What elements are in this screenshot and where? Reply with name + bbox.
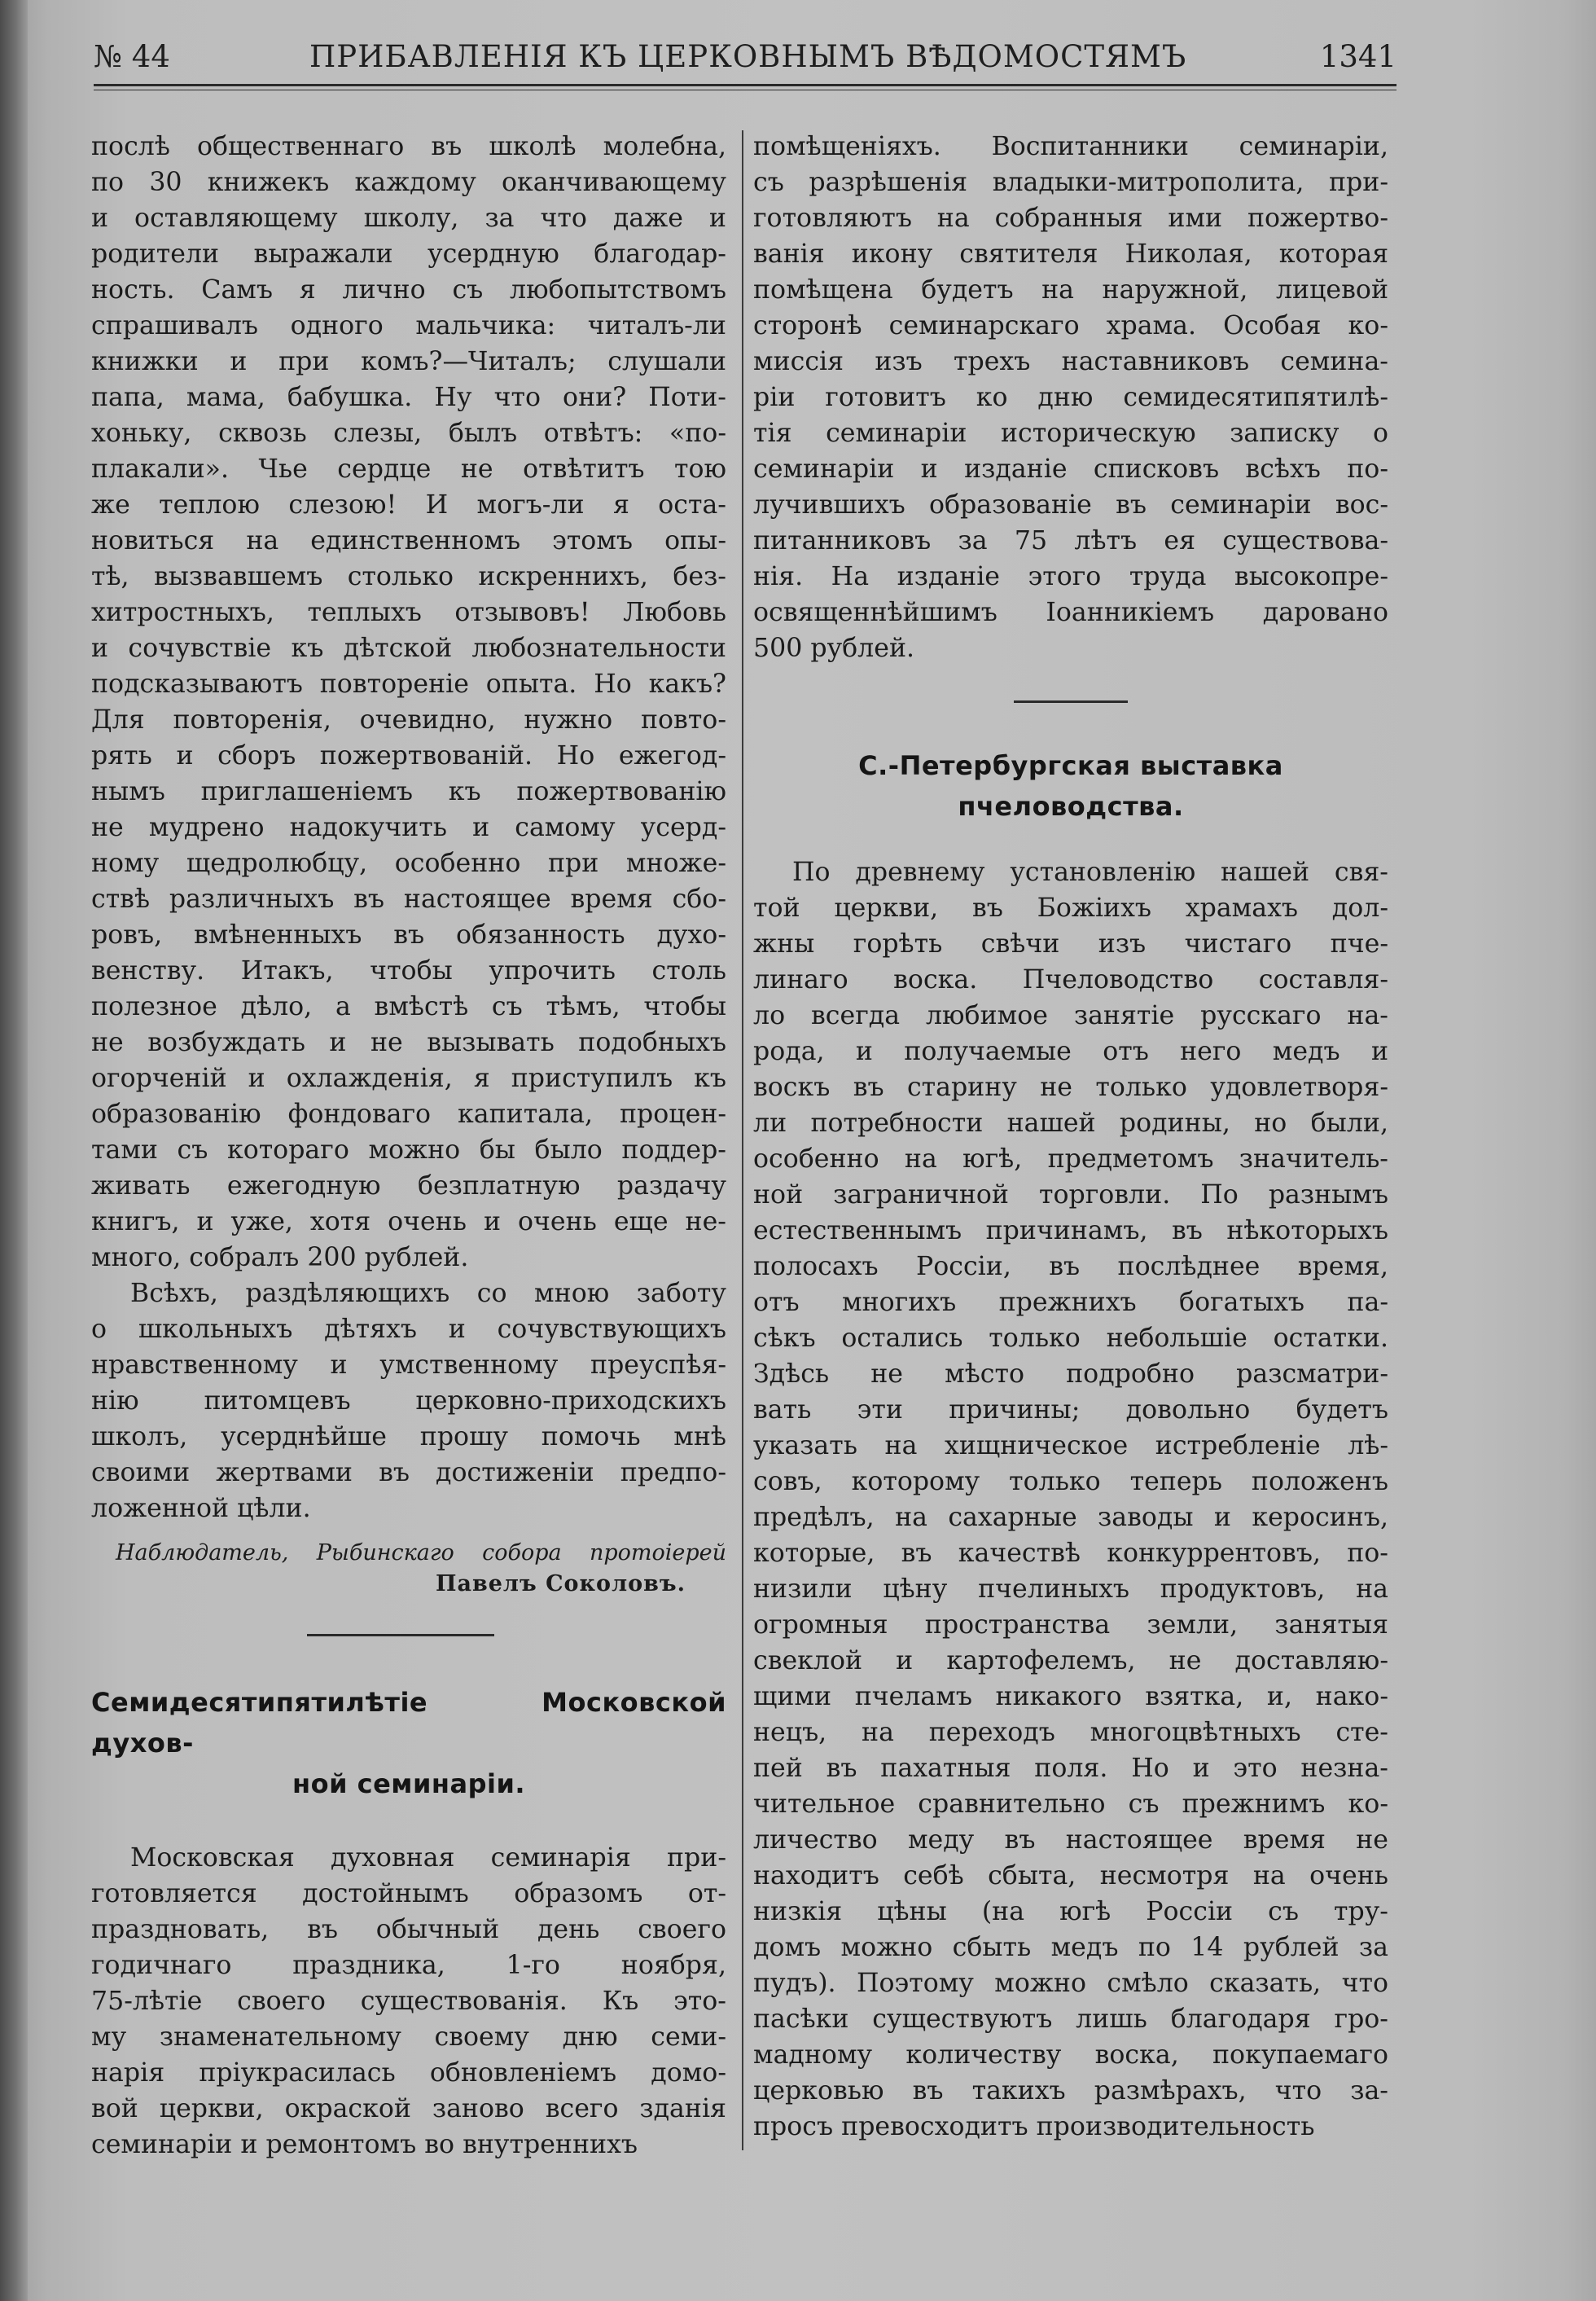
text-line: щими пчеламъ никакого взятка, и, нако- (753, 1682, 1388, 1711)
text-line: Московская духовная семинарія при- (130, 1843, 726, 1873)
text-line: линаго воска. Пчеловодство составля- (753, 965, 1388, 995)
text-line: спрашивалъ одного мальчика: читалъ-ли (91, 311, 726, 340)
text-line: 75-лѣтіе своего существованія. Къ это- (91, 1987, 726, 2016)
text-line: школъ, усерднѣйше прошу помочь мнѣ (91, 1422, 726, 1451)
text-line: вой церкви, окраской заново всего зданія (91, 2094, 726, 2123)
text-line: нія. На изданіе этого труда высокопре- (753, 562, 1388, 591)
text-line: тами съ котораго можно бы было поддер- (91, 1135, 726, 1165)
text-line: и сочувствіе къ дѣтской любознательности (91, 634, 726, 663)
left-column (91, 129, 726, 2163)
text-line: ствѣ различныхъ въ настоящее время сбо- (91, 885, 726, 914)
text-line: пудъ). Поэтому можно смѣло сказать, что (753, 1969, 1388, 1998)
text-line: той церкви, въ Божіихъ храмахъ дол- (753, 894, 1388, 923)
text-line: домъ можно сбыть медъ по 14 рублей за (753, 1933, 1388, 1962)
text-line: нравственному и умственному преуспѣя- (91, 1350, 726, 1380)
text-line: живать ежегодную безплатную раздачу (91, 1171, 726, 1201)
text-line: Для повторенія, очевидно, нужно повто- (91, 705, 726, 735)
publication-title: ПРИБАВЛЕНІЯ КЪ ЦЕРКОВНЫМЪ ВѢДОМОСТЯМЪ (309, 39, 1187, 74)
text-line: годичнаго праздника, 1-го ноября, (91, 1951, 726, 1980)
text-line: подсказываютъ повтореніе опыта. Но какъ? (91, 670, 726, 699)
text-line: готовляютъ на собранныя ими пожертво- (753, 204, 1388, 233)
text-line: питанниковъ за 75 лѣтъ ея существова- (753, 526, 1388, 555)
text-line: и оставляющему школу, за что даже и (91, 204, 726, 233)
text-line: воскъ въ старину не только удовлетворя- (753, 1073, 1388, 1102)
text-line: полосахъ Россіи, въ послѣднее время, (753, 1252, 1388, 1281)
text-line: тія семинаріи историческую записку о (753, 419, 1388, 448)
paragraph-fund (91, 129, 726, 1276)
text-line: съ разрѣшенія владыки-митрополита, при- (753, 168, 1388, 197)
paragraph-beekeeping (753, 854, 1388, 2145)
text-line: просъ превосходитъ производительность (753, 2112, 1315, 2141)
text-line: готовляется достойнымъ образомъ от- (91, 1879, 726, 1908)
text-line: ровъ, вмѣненныхъ въ обязанность духо- (91, 920, 726, 950)
text-line: книгъ, и уже, хотя очень и очень еще не- (91, 1207, 726, 1236)
text-line: рода, и получаемые отъ него медъ и (753, 1037, 1388, 1066)
signature-block (91, 1538, 726, 1600)
text-line: чительное сравнительно съ прежнимъ ко- (753, 1789, 1388, 1819)
text-line: же теплою слезою! И могъ-ли я оста- (91, 490, 726, 520)
paragraph-seminary (91, 1840, 726, 2163)
text-line: ріи готовитъ ко дню семидесятипятилѣ- (753, 383, 1388, 412)
text-line: свеклой и картофелемъ, не доставляю- (753, 1646, 1388, 1675)
signature-title: Наблюдатель, Рыбинскаго собора протоіерей (116, 1540, 726, 1565)
text-line: находитъ себѣ сбыта, несмотря на очень (753, 1861, 1388, 1890)
text-line: семинаріи и ремонтомъ во внутреннихъ (91, 2130, 638, 2159)
text-line: по 30 книжекъ каждому оканчивающему (91, 168, 726, 197)
text-line: нецъ, на переходъ многоцвѣтныхъ сте- (753, 1718, 1388, 1747)
text-line: сторонѣ семинарскаго храма. Особая ко- (753, 311, 1388, 340)
text-line: хоньку, сквозь слезы, былъ отвѣтъ: «по- (91, 419, 726, 448)
text-line: личество меду въ настоящее время не (753, 1825, 1388, 1855)
column-divider (742, 130, 743, 2150)
text-line: праздновать, въ обычный день своего (91, 1915, 726, 1944)
text-line: много, собралъ 200 рублей. (91, 1243, 469, 1272)
text-line: огорченій и охлажденія, я приступилъ къ (91, 1064, 726, 1093)
signature-name: Павелъ Соколовъ. (435, 1571, 686, 1596)
text-line: особенно на югѣ, предметомъ значитель- (753, 1144, 1388, 1174)
text-line: своими жертвами въ достиженіи предпо- (91, 1458, 726, 1487)
text-line: ность. Самъ я лично съ любопытствомъ (91, 275, 726, 305)
section-heading-seminary (91, 1682, 726, 1804)
text-line: жны горѣть свѣчи изъ чистаго пче- (753, 929, 1388, 959)
text-line: ли потребности нашей родины, но были, (753, 1109, 1388, 1138)
text-line: плакали». Чье сердце не отвѣтитъ тою (91, 454, 726, 484)
text-line: не возбуждать и не вызывать подобныхъ (91, 1028, 726, 1057)
text-line: семинаріи и изданіе списковъ всѣхъ по- (753, 454, 1388, 484)
text-line: книжки и при комъ?—Читалъ; слушали (91, 347, 726, 376)
text-line: миссія изъ трехъ наставниковъ семина- (753, 347, 1388, 376)
text-line: которые, въ качествѣ конкуррентовъ, по- (753, 1539, 1388, 1568)
issue-number: № 44 (94, 39, 170, 74)
text-line: ло всегда любимое занятіе русскаго на- (753, 1001, 1388, 1030)
text-line: огромныя пространства земли, занятыя (753, 1610, 1388, 1640)
text-line: помѣщена будетъ на наружной, лицевой (753, 275, 1388, 305)
text-line: образованію фондоваго капитала, процен- (91, 1100, 726, 1129)
text-line: сѣкъ остались только небольшіе остатки. (753, 1324, 1388, 1353)
text-line: родители выражали усердную благодар- (91, 239, 726, 269)
binding-gutter (0, 0, 28, 2301)
paragraph-appeal (91, 1276, 726, 1526)
text-line: нымъ приглашеніемъ къ пожертвованію (91, 777, 726, 806)
text-line: полезное дѣло, а вмѣстѣ съ тѣмъ, чтобы (91, 992, 726, 1021)
text-line: церковью въ такихъ размѣрахъ, что за- (753, 2076, 1388, 2106)
text-line: помѣщеніяхъ. Воспитанники семинаріи, (753, 132, 1388, 161)
text-line: ной заграничной торговли. По разнымъ (753, 1180, 1388, 1210)
text-line: му знаменательному своему дню семи- (91, 2022, 726, 2052)
text-line: ванія икону святителя Николая, которая (753, 239, 1388, 269)
text-line: рять и сборъ пожертвованій. Но ежегод- (91, 741, 726, 771)
text-line: мадному количеству воска, покупаемаго (753, 2040, 1388, 2070)
text-line: новиться на единственномъ этомъ опы- (91, 526, 726, 555)
text-line: тѣ, вызвавшемъ столько искреннихъ, без- (91, 562, 726, 591)
text-line: о школьныхъ дѣтяхъ и сочувствующихъ (91, 1315, 726, 1344)
text-line: ложенной цѣли. (91, 1494, 311, 1523)
right-column (753, 129, 1388, 2145)
text-line: предѣлъ, на сахарные заводы и керосинъ, (753, 1503, 1388, 1532)
text-line: венству. Итакъ, чтобы упрочить столь (91, 956, 726, 986)
text-line: совъ, которому только теперь положенъ (753, 1467, 1388, 1496)
text-line: низили цѣну пчелиныхъ продуктовъ, на (753, 1574, 1388, 1604)
text-line: 500 рублей. (753, 634, 915, 663)
text-line: указать на хищническое истребленіе лѣ- (753, 1431, 1388, 1460)
page-number: 1341 (1319, 39, 1396, 74)
text-line: ному щедролюбцу, особенно при множе- (91, 849, 726, 878)
text-line: пей въ пахатныя поля. Но и это незна- (753, 1754, 1388, 1783)
text-line: Всѣхъ, раздѣляющихъ со мною заботу (130, 1279, 726, 1308)
text-line: папа, мама, бабушка. Ну что они? Поти- (91, 383, 726, 412)
text-line: нію питомцевъ церковно-приходскихъ (91, 1386, 726, 1416)
text-line: освященнѣйшимъ Іоанникіемъ даровано (753, 598, 1388, 627)
section-heading-beekeeping: С.-Петербургская выставка пчеловодства. (858, 750, 1283, 822)
text-line: лучившихъ образованіе въ семинаріи вос- (753, 490, 1388, 520)
text-line: естественнымъ причинамъ, въ нѣкоторыхъ (753, 1216, 1388, 1245)
text-line: низкія цѣны (на югѣ Россіи съ тру- (753, 1897, 1388, 1926)
heading-line: ной семинаріи. (292, 1768, 526, 1799)
text-line: отъ многихъ прежнихъ богатыхъ па- (753, 1288, 1388, 1317)
header-rule-thick (94, 84, 1396, 86)
text-line: не мудрено надокучить и самому усерд- (91, 813, 726, 842)
text-line: хитростныхъ, теплыхъ отзывовъ! Любовь (91, 598, 726, 627)
paragraph-seminary-cont (753, 129, 1388, 666)
text-line: нарія пріукрасилась обновленіемъ домо- (91, 2058, 726, 2088)
text-line: пасѣки существуютъ лишь благодаря гро- (753, 2005, 1388, 2034)
text-line: Здѣсь не мѣсто подробно разсматри- (753, 1359, 1388, 1389)
heading-line: Семидесятипятилѣтіе Московской духов- (91, 1687, 726, 1759)
text-line: послѣ общественнаго въ школѣ молебна, (91, 132, 726, 161)
text-line: вать эти причины; довольно будетъ (753, 1395, 1388, 1425)
text-line: По древнему установленію нашей свя- (792, 858, 1388, 887)
page-header (94, 39, 1396, 81)
